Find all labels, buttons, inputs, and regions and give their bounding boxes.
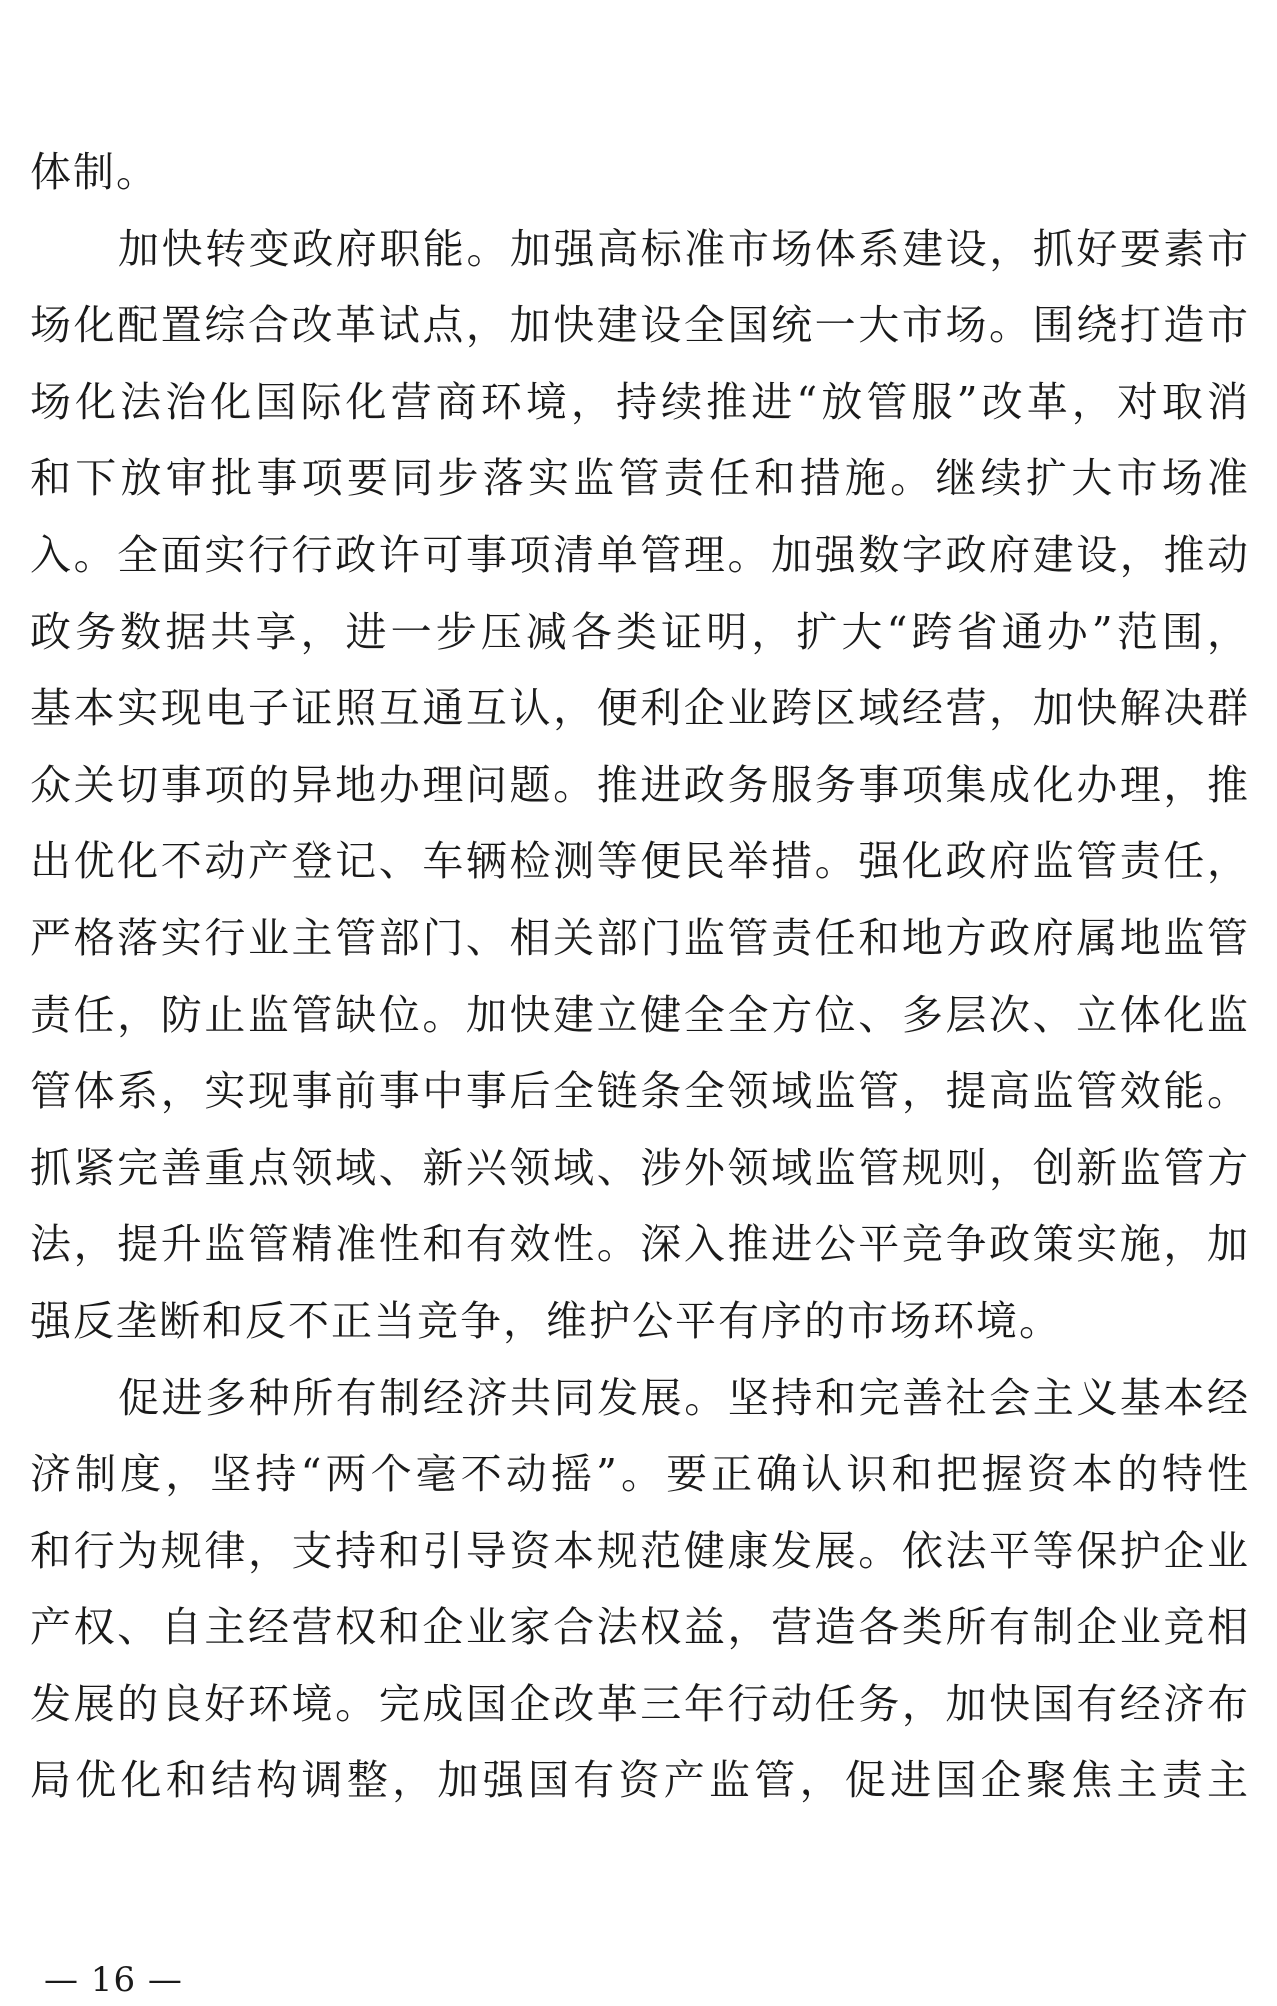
paragraph-start-line: 促进多种所有制经济共同发展。坚持和完善社会主义基本经 [118,1373,1250,1422]
body-text [30,134,1250,1819]
text-line: 入。全面实行行政许可事项清单管理。加强数字政府建设，推动 [30,530,1250,579]
text-line: 严格落实行业主管部门、相关部门监管责任和地方政府属地监管 [30,913,1250,962]
text-line: 法，提升监管精准性和有效性。深入推进公平竞争政策实施，加 [30,1220,1250,1269]
text-line: 济制度，坚持“两个毫不动摇”。要正确认识和把握资本的特性 [30,1450,1250,1499]
text-line: 和行为规律，支持和引导资本规范健康发展。依法平等保护企业 [30,1526,1250,1575]
text-line: 责任，防止监管缺位。加快建立健全全方位、多层次、立体化监 [30,990,1250,1039]
text-line: 政务数据共享，进一步压减各类证明，扩大“跨省通办”范围， [30,607,1250,656]
paragraph-start-line: 加快转变政府职能。加强高标准市场体系建设，抓好要素市 [118,224,1250,273]
text-line: 场化法治化国际化营商环境，持续推进“放管服”改革，对取消 [30,377,1250,426]
text-line: 场化配置综合改革试点，加快建设全国统一大市场。围绕打造市 [30,301,1250,350]
text-line: 发展的良好环境。完成国企改革三年行动任务，加快国有经济布 [30,1679,1250,1728]
paragraph-end-line: 强反垄断和反不正当竞争，维护公平有序的市场环境。 [30,1296,1062,1345]
text-line: 管体系，实现事前事中事后全链条全领域监管，提高监管效能。 [30,1067,1250,1116]
text-line: 众关切事项的异地办理问题。推进政务服务事项集成化办理，推 [30,760,1250,809]
text-line: 产权、自主经营权和企业家合法权益，营造各类所有制企业竞相 [30,1603,1250,1652]
text-line: 局优化和结构调整，加强国有资产监管，促进国企聚焦主责主 [30,1756,1250,1805]
text-line: 和下放审批事项要同步落实监管责任和措施。继续扩大市场准 [30,454,1250,503]
text-line: 出优化不动产登记、车辆检测等便民举措。强化政府监管责任， [30,837,1250,886]
text-line: 抓紧完善重点领域、新兴领域、涉外领域监管规则，创新监管方 [30,1143,1250,1192]
text-line: 基本实现电子证照互通互认，便利企业跨区域经营，加快解决群 [30,684,1250,733]
text-line: 体制。 [30,148,159,196]
page-number: — 16 — [44,1960,183,2000]
